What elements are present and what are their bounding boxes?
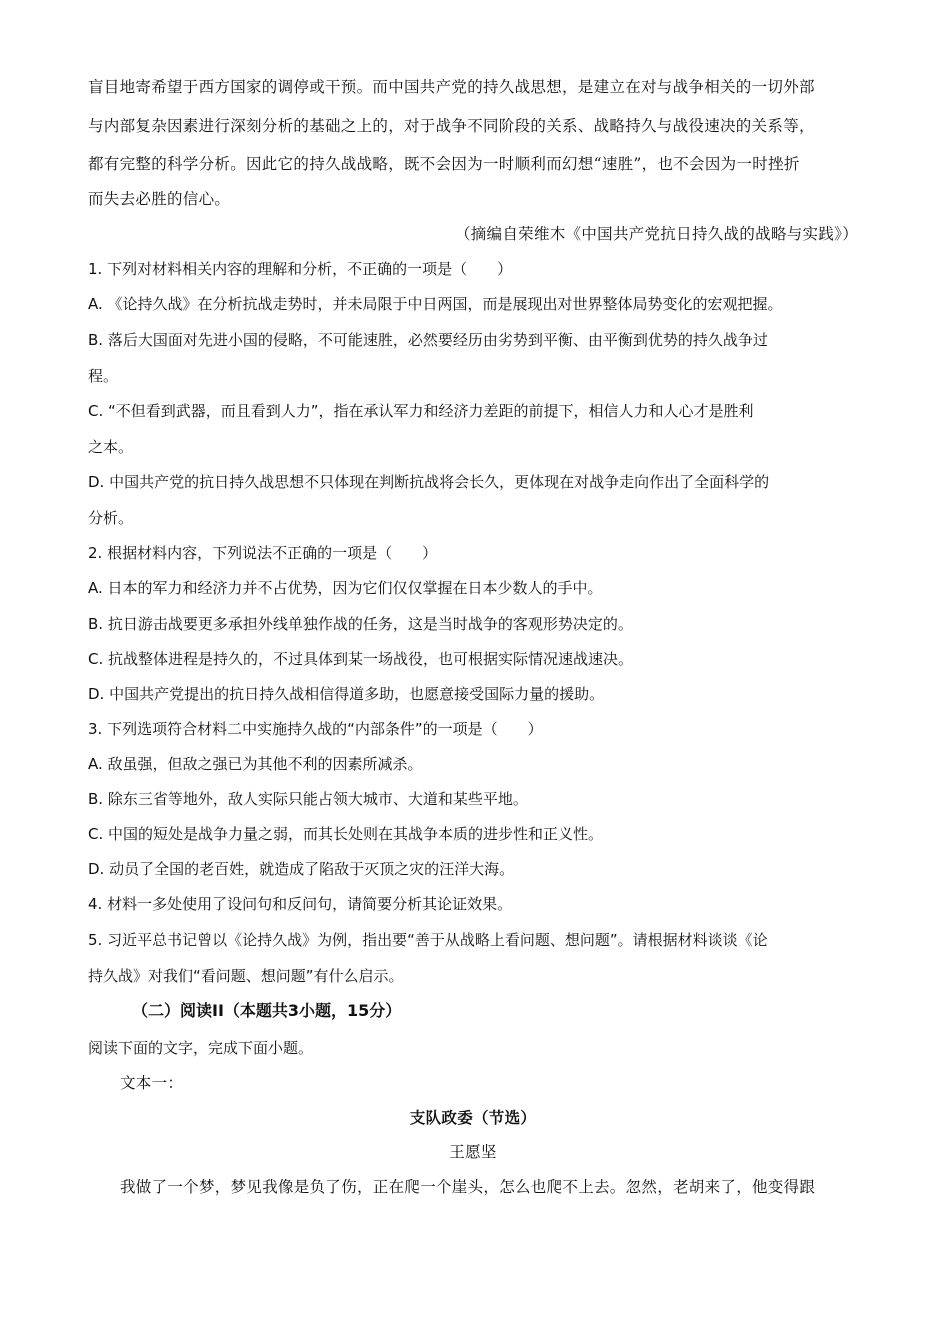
text-one-label: 文本一： [120,1074,184,1092]
passage-line-1: 盲目地寄希望于西方国家的调停或干预。而中国共产党的持久战思想，是建立在对与战争相关的一切外部 [88,78,815,96]
question-3-option-d: D. 动员了全国的老百姓，就造成了陷敌于灭顶之灾的汪洋大海。 [88,860,515,878]
question-2-option-b: B. 抗日游击战要更多承担外线单独作战的任务，这是当时战争的客观形势决定的。 [88,615,633,633]
section-2-heading: （二）阅读II（本题共3小题，15分） [132,1001,402,1020]
question-1-option-d-line-2: 分析。 [88,509,134,527]
question-2-option-a: A. 日本的军力和经济力并不占优势，因为它们仅仅掌握在日本少数人的手中。 [88,579,603,597]
question-3-stem: 3. 下列选项符合材料二中实施持久战的“内部条件”的一项是（ ） [88,720,543,738]
question-1-option-b-line-2: 程。 [88,367,119,385]
question-1-option-a: A. 《论持久战》在分析抗战走势时，并未局限于中日两国，而是展现出对世界整体局势变化的宏观把握。 [88,295,783,313]
question-2-stem: 2. 根据材料内容，下列说法不正确的一项是（ ） [88,544,438,562]
question-1-stem: 1. 下列对材料相关内容的理解和分析，不正确的一项是（ ） [88,260,513,278]
question-5-line-2: 持久战》对我们“看问题、想问题”有什么启示。 [88,967,404,985]
story-title: 支队政委（节选） [409,1108,537,1127]
question-1-option-b-line-1: B. 落后大国面对先进小国的侵略，不可能速胜，必然要经历由劣势到平衡、由平衡到优势的持久战争过 [88,331,768,349]
question-1-option-c-line-1: C. “不但看到武器，而且看到人力”，指在承认军力和经济力差距的前提下，相信人力和人心才是胜利 [88,402,754,420]
passage-line-3: 都有完整的科学分析。因此它的持久战战略，既不会因为一时顺利而幻想“速胜”，也不会因为一时挫折 [88,155,800,173]
question-1-option-d-line-1: D. 中国共产党的抗日持久战思想不只体现在判断抗战将会长久，更体现在对战争走向作出了全面科学的 [88,473,770,491]
question-2-option-d: D. 中国共产党提出的抗日持久战相信得道多助，也愿意接受国际力量的援助。 [88,685,605,703]
question-3-option-a: A. 敌虽强，但敌之强已为其他不利的因素所减杀。 [88,755,423,773]
question-5-line-1: 5. 习近平总书记曾以《论持久战》为例，指出要“善于从战略上看问题、想问题”。请根据材料谈谈《论 [88,931,768,949]
passage-line-2: 与内部复杂因素进行深刻分析的基础之上的，对于战争不同阶段的关系、战略持久与战役速决的关系等， [88,117,815,135]
citation: （摘编自荣维木《中国共产党抗日持久战的战略与实践》） [454,225,858,243]
question-1-option-c-line-2: 之本。 [88,438,134,456]
section-2-instruction: 阅读下面的文字，完成下面小题。 [88,1039,314,1057]
passage-line-4: 而失去必胜的信心。 [88,190,231,208]
story-first-line: 我做了一个梦，梦见我像是负了伤，正在爬一个崖头，怎么也爬不上去。忽然，老胡来了，他变得跟 [120,1178,816,1196]
question-3-option-b: B. 除东三省等地外，敌人实际只能占领大城市、大道和某些平地。 [88,790,528,808]
story-author: 王愿坚 [449,1143,497,1161]
question-3-option-c: C. 中国的短处是战争力量之弱，而其长处则在其战争本质的进步性和正义性。 [88,825,604,843]
question-4-stem: 4. 材料一多处使用了设问句和反问句，请简要分析其论证效果。 [88,895,513,913]
question-2-option-c: C. 抗战整体进程是持久的，不过具体到某一场战役，也可根据实际情况速战速决。 [88,650,634,668]
